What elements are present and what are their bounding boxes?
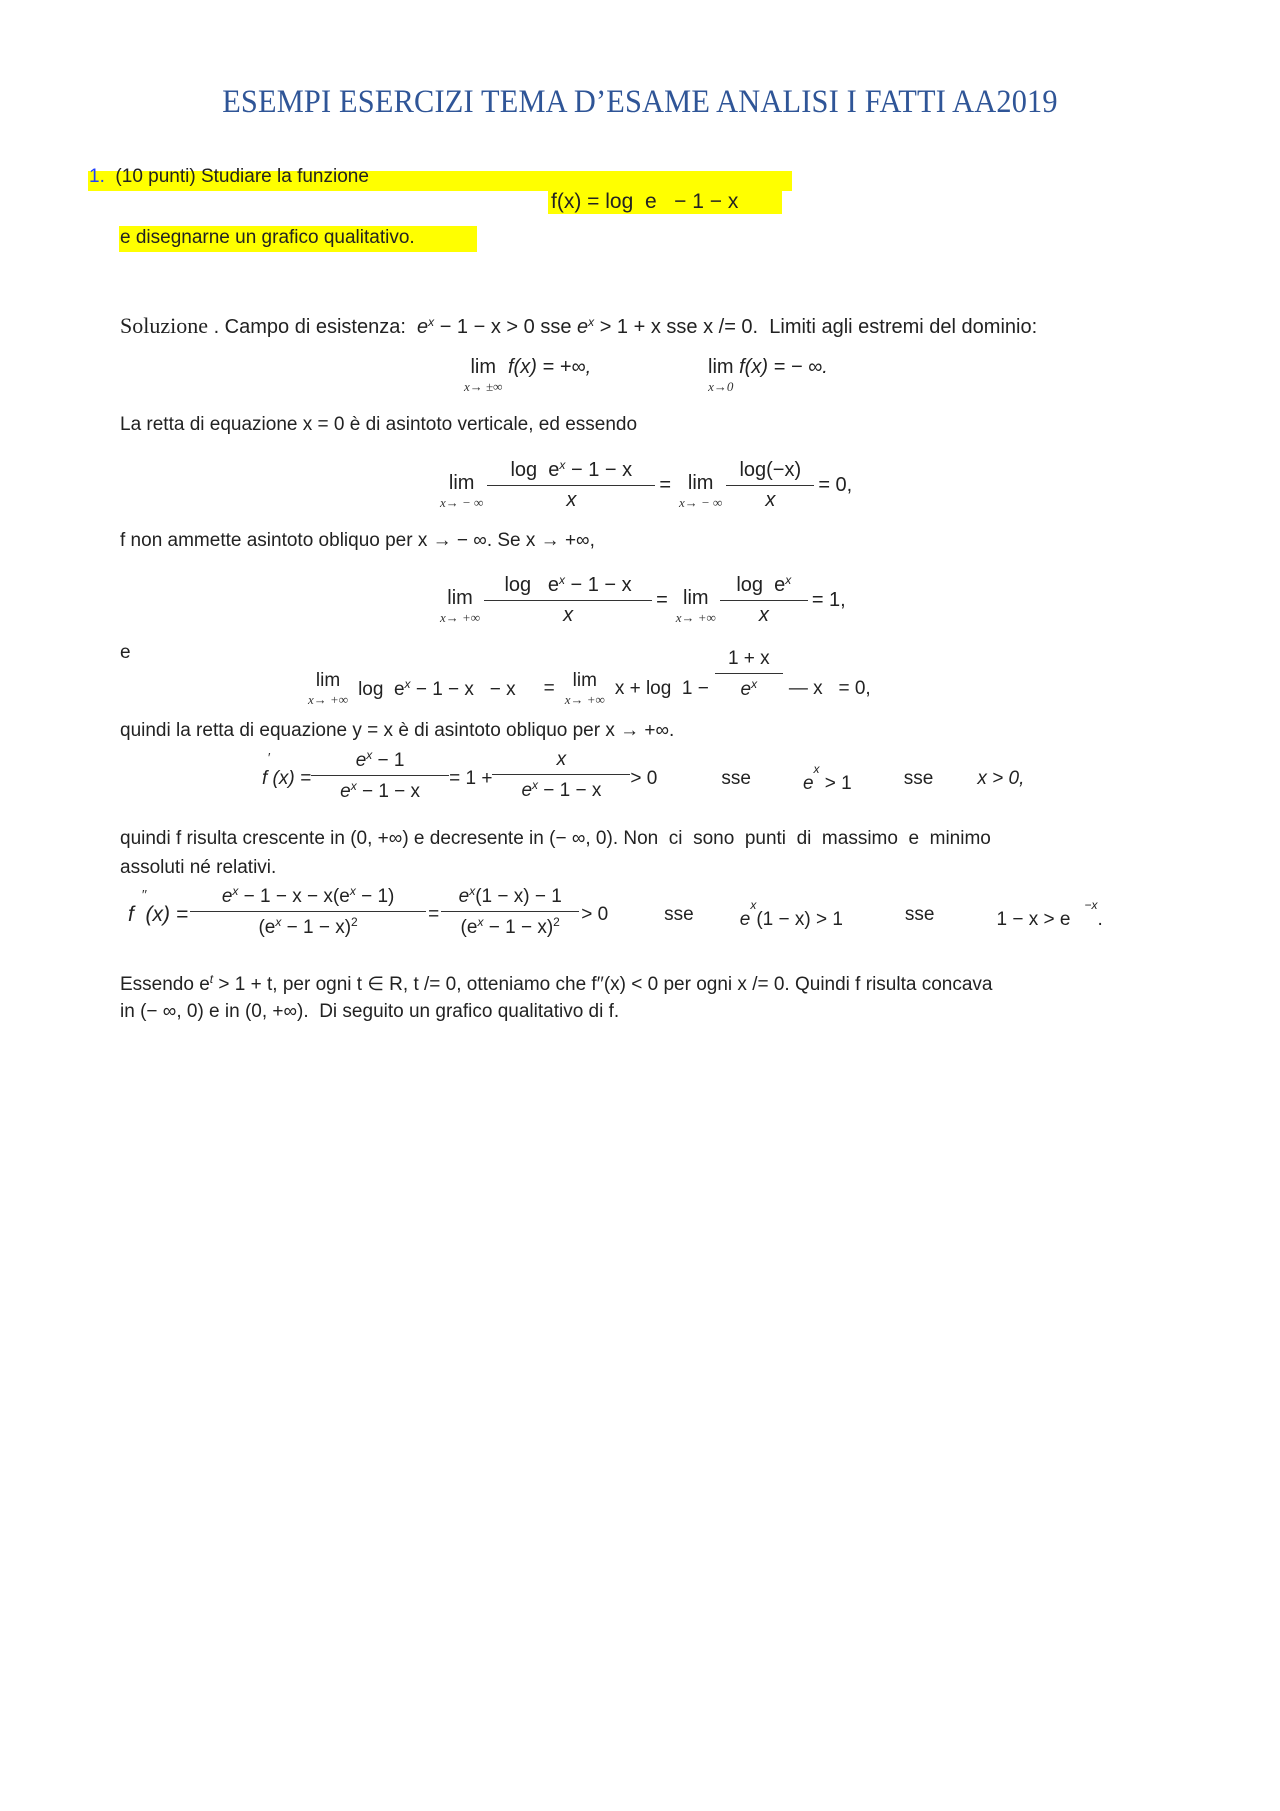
lim-operator [464,356,502,395]
numerator [500,573,635,600]
num-rest: − 1 − x [564,574,632,596]
sup: x [349,884,356,898]
lim-operator [308,670,348,708]
first-derivative [262,748,1024,803]
result: = 1, [811,588,846,611]
domain-cond2-rest: > 1 + x sse x /= 0. [594,316,759,338]
lim-label: lim [683,586,709,609]
equals: = [543,678,555,699]
cond-e: e [739,909,751,930]
fraction [730,459,810,512]
lhs-expr [358,677,516,701]
denominator [715,673,783,701]
num-e: e [221,886,233,907]
lim-operator [440,472,483,511]
lim-sub: x→ +∞ [675,609,716,625]
lhs-a: log e [358,679,405,700]
lim-sub: x→ +∞ [564,692,605,707]
num-text: log e [736,574,786,596]
den-rest: − 1 − x [538,780,602,801]
cond-rest: > 1 [819,773,852,794]
concavity-b: > 1 + t, per ogni t ∈ R, t /= 0, otteniamo che f′′(x) < 0 per ogni x /= 0. Quindi f risulta concava [213,974,993,995]
fraction [445,884,575,939]
domain-cond1: e [417,316,429,338]
num-rest: − 1 − x − x(e [238,886,350,907]
sup: x [232,884,239,898]
page-title: ESEMPI ESERCIZI TEMA D’ESAME ANALISI I FATTI AA2019 [222,84,1058,120]
fraction [491,458,651,512]
f-prime [262,749,312,790]
domain-line [120,313,1037,339]
limit-infinity [464,356,591,395]
denominator: x [720,600,808,627]
sse: sse [721,767,751,789]
cond-text: 1 − x > e [996,909,1071,930]
lim-label: lim [470,356,496,378]
lhs-b: − 1 − x − x [410,679,516,700]
den-e: e [521,780,533,801]
den-rest: − 1 − x [356,781,421,802]
lim-operator [565,670,605,708]
rhs-b: — x = 0, [788,678,871,699]
lim-sub: x→ +∞ [440,609,481,625]
lim-operator [679,472,722,511]
sup: x [750,898,757,912]
sup: x [366,748,373,762]
fraction [724,573,804,627]
sup: x [813,762,820,776]
f-double-prime [128,886,189,927]
sup: −x [1084,898,1098,912]
equals: = [656,588,668,611]
numerator [455,884,566,911]
sup: x [751,676,758,691]
monotonicity-text-2: assoluti né relativi. [120,857,277,878]
cond2 [997,898,1103,931]
lim-operator [708,356,734,395]
denominator: x [487,485,655,512]
concavity-a: Essendo e [120,974,210,995]
solution-label: Soluzione [120,313,208,338]
denominator: x [726,485,814,512]
limit-plus-infinity-m [440,573,846,627]
numerator [506,458,636,485]
sup: x [428,315,435,329]
pow: 2 [351,915,358,929]
oblique-asymptote-text: quindi la retta di equazione y = x è di asintoto obliquo per x → +∞. [120,720,675,741]
fraction [719,648,779,701]
lim-label: lim [315,670,341,691]
lim-sub: x→ − ∞ [679,494,723,510]
den-text: e [740,678,752,700]
lim-label: lim [447,586,473,609]
sup: x [477,915,484,929]
exercise-header [89,166,369,188]
vertical-asymptote-text: La retta di equazione x = 0 è di asintoto verticale, ed essendo [120,414,638,435]
equals: = [428,903,440,925]
equals: = [659,473,671,496]
monotonicity-text: quindi f risulta crescente in (0, +∞) e decresente in (− ∞, 0). Non ci sono punti di massimo e minimo [120,828,991,849]
num-e: e [458,886,470,907]
denominator: x [484,600,652,627]
sup: x [785,573,792,587]
lim-label: lim [572,670,597,691]
and-text: e [120,642,131,663]
num-rest2: − 1) [355,886,395,907]
numerator [218,884,399,911]
lhs: f (x) = [262,767,312,789]
pow: 2 [553,915,560,929]
numerator [352,748,409,775]
den-e: (e [258,917,276,938]
no-oblique-text: f non ammette asintoto obliquo per x → − ∞. Se x → +∞, [120,530,595,551]
limit-minus-infinity-eq [440,458,852,512]
lim-label: lim [448,471,475,494]
num-text: log e [504,574,559,596]
limits-intro: Limiti agli estremi del dominio: [769,316,1038,338]
mid: = 1 + [449,767,493,789]
num-rest: (1 − x) − 1 [475,886,562,907]
limit-zero [708,356,828,395]
lhs: f (x) = [128,902,189,926]
lim-sub: x→0 [708,379,734,394]
den-rest: − 1 − x) [281,917,352,938]
domain-cond2: e [577,316,589,338]
num-rest: − 1 − x [565,459,633,481]
numerator: log(−x) [739,458,802,481]
fraction [194,884,422,939]
prime: ′ [268,749,271,765]
sup: x [559,458,566,472]
den-rest: − 1 − x) [483,917,554,938]
num-e: e [355,750,367,771]
fraction [315,748,445,803]
domain-cond1-rest: − 1 − x > 0 sse [434,316,578,338]
sup: x [588,315,595,329]
cond1 [740,898,843,931]
cond-rest: (1 − x) > 1 [756,909,843,930]
num-text: log e [510,459,560,481]
numerator: x [556,749,567,770]
sup: x [469,884,476,898]
exercise-number: 1. [89,166,105,187]
lim-label: lim [708,356,734,378]
rhs-a: x + log 1 − [614,678,709,699]
sse: sse [664,903,694,925]
concavity-text [120,972,992,996]
gt-zero: > 0 [630,767,658,789]
result: = 0, [818,473,853,496]
sup: x [350,779,357,793]
second-derivative [128,884,1103,939]
lim-expr: f(x) = − ∞. [739,356,828,378]
exercise-task: e disegnarne un grafico qualitativo. [120,227,415,248]
denominator [492,774,630,802]
period: . [1097,909,1103,930]
numerator: 1 + x [727,647,770,669]
den-e: e [340,781,351,802]
lim-label: lim [687,471,714,494]
lim-sub: x→ ±∞ [464,379,503,394]
sse: sse [904,903,935,925]
lim-sub: x→ − ∞ [440,494,484,510]
cond1 [803,762,852,795]
sup: x [558,573,565,587]
lim-sub: x→ +∞ [308,692,349,707]
lim-operator [676,587,716,626]
domain-intro: . Campo di esistenza: [213,316,406,338]
den-e: (e [460,917,478,938]
exercise-points: (10 punti) Studiare la funzione [115,166,369,187]
sup: t [209,972,214,986]
lim-operator [440,587,480,626]
fraction [488,573,648,627]
num-rest: − 1 [372,750,405,771]
sup: x [404,677,411,691]
sup: x [532,778,539,792]
gt-zero: > 0 [581,903,609,925]
sup: x [275,915,282,929]
limit-plus-infinity-q [308,640,871,708]
denominator [190,911,426,939]
cond2: x > 0, [977,767,1025,789]
function-definition: f(x) = log e − 1 − x [551,190,739,213]
denominator [441,911,579,939]
prime: ′′ [142,886,147,902]
lim-expr: f(x) = +∞, [508,356,592,378]
fraction [496,749,626,802]
sse: sse [903,767,934,789]
cond-e: e [802,773,814,794]
concavity-text-2: in (− ∞, 0) e in (0, +∞). Di seguito un grafico qualitativo di f. [120,1001,620,1022]
numerator [732,573,795,600]
denominator [311,775,449,803]
